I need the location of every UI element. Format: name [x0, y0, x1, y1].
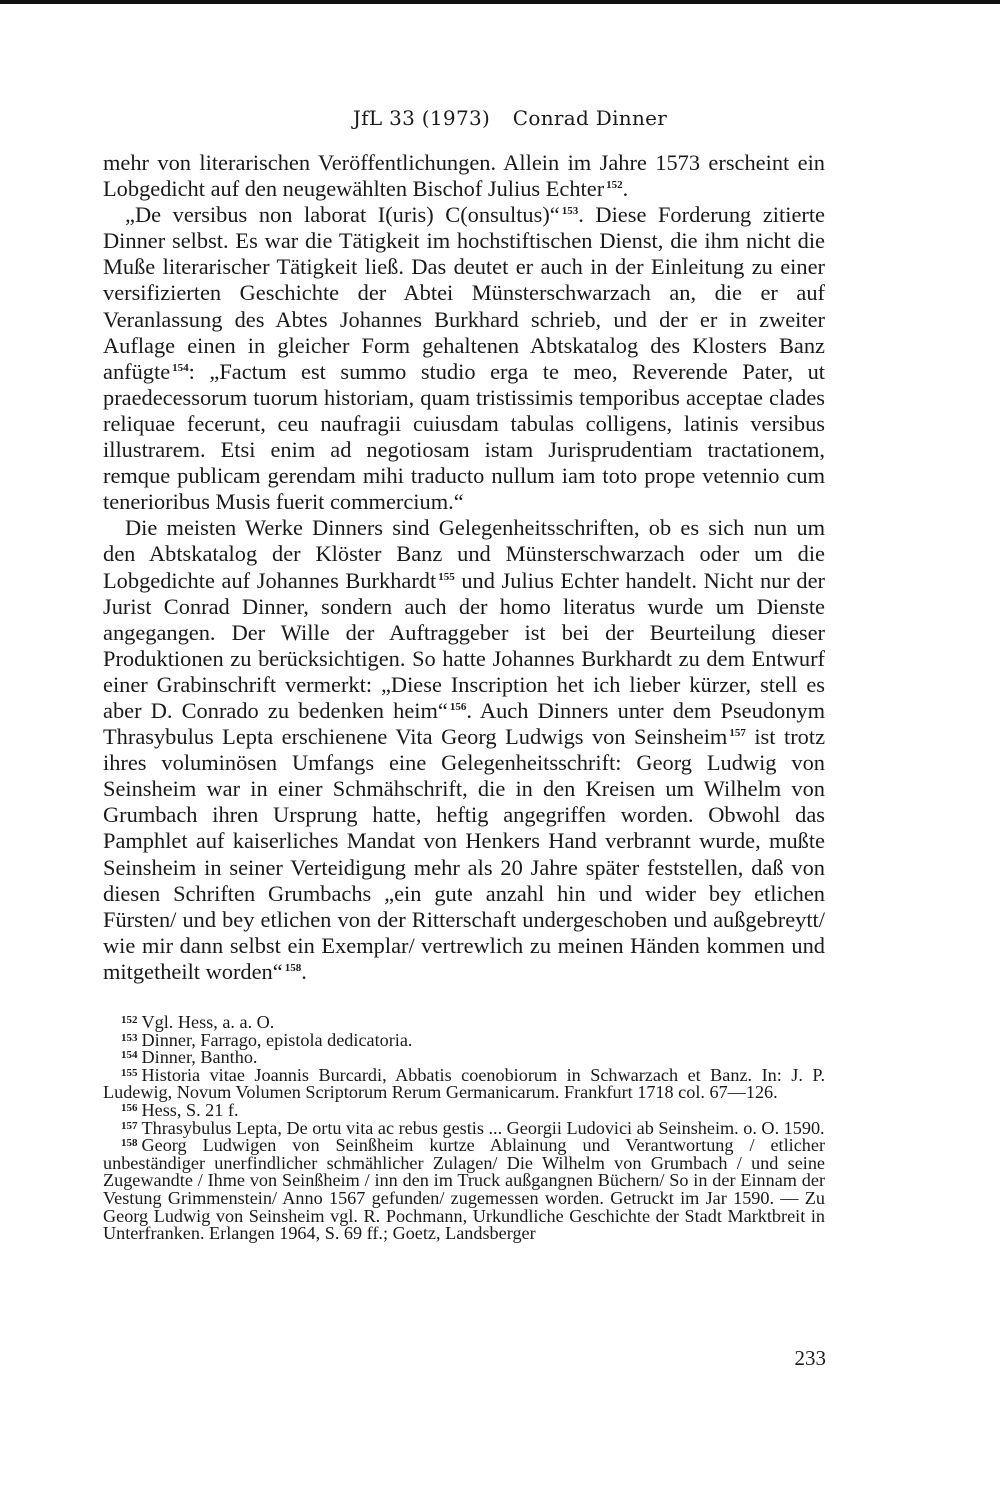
body-text-run: Die meisten Werke Dinners sind Gelegenheitsschriften, ob es sich nun um den Abtskatalog der Klöster Banz und Münsterschwarzach oder um die Lobgedichte auf Johannes Burkhardt	[103, 515, 825, 593]
body-text-run: . Auch Dinners unter dem Pseudonym Thrasybulus Lepta erschienene Vita Georg Ludwigs von Seinsheim	[103, 697, 826, 750]
footnote-reference: 156	[449, 700, 467, 713]
body-text-run: ist trotz ihres voluminösen Umfangs eine Gelegenheitsschrift: Georg Ludwig von Seinsheim war in einer Schmähschrift, die in den Kreisen um Wilhelm von Grumbach ihren Ursprung hatte, heftig angegriffen worden. Obwohl das Pamphlet auf kaiserliches Mandat von Henkers Hand verbrannt wurde, mußte Seinsheim in seiner Verteidigung mehr als 20 Jahre später feststellen, daß von diesen Schriften Grumbachs „ein gute anzahl hin und wider bey etlichen Fürsten/ und bey etlichen von der Ritterschaft undergeschoben und außgebreytt/ wie mir dann selbst ein Exemplar/ vertrewlich zu meinen Händen kommen und mitgetheilt worden“	[103, 724, 826, 984]
body-paragraph	[103, 150, 825, 202]
footnote-text: Thrasybulus Lepta, De ortu vita ac rebus gestis ... Georgii Ludovici ab Seinsheim. o. O. 1590.	[141, 1117, 825, 1138]
footnote	[103, 1137, 825, 1243]
footnote-number: 157	[121, 1119, 138, 1132]
page-number: 233	[794, 1346, 826, 1370]
body-text-run: mehr von literarischen Veröffentlichungen. Allein im Jahre 1573 erscheint ein Lobgedicht auf den neugewählten Bischof Julius Echter	[103, 150, 825, 202]
body-paragraph	[103, 515, 825, 985]
footnote-reference: 154	[172, 361, 189, 374]
footnote-text: Dinner, Farrago, epistola dedicatoria.	[141, 1029, 413, 1050]
footnote-reference: 158	[284, 961, 302, 974]
body-paragraph	[103, 202, 825, 515]
footnote-text: Hess, S. 21 f.	[141, 1099, 239, 1120]
footnote-text: Georg Ludwigen von Seinßheim kurtze Ablainung und Verantwortung / etlicher unbeständiger unerfindlicher schmählicher Zulagen/ Die Wilhelm von Grumbach / und seine Zugewandte / Ihme von Seinßheim / inn den im Truck außgangnen Büchern/ So in der Einnam der Vestung Grimmenstein/ Anno 1567 gefunden/ zugemessen worden. Getruckt im Jar 1590. — Zu Georg Ludwig von Seinsheim vgl. R. Pochmann, Urkundliche Geschichte der Stadt Marktbreit in Unterfranken. Erlangen 1964, S. 69 ff.; Goetz, Landsberger	[103, 1135, 825, 1244]
footnote-text: Historia vitae Joannis Burcardi, Abbatis coenobiorum in Schwarzach et Banz. In: J. P. Ludewig, Novum Volumen Scriptorum Rerum Germanicarum. Frankfurt 1718 col. 67—126.	[103, 1064, 825, 1103]
footnote-number: 154	[121, 1049, 138, 1062]
footnote-number: 155	[121, 1066, 138, 1079]
footnote-number: 153	[121, 1031, 138, 1044]
body-text-run: „De versibus non laborat I(uris) C(onsultus)“	[125, 202, 560, 228]
article-author: Conrad Dinner	[512, 106, 668, 130]
body-text-run: . Diese Forderung zitierte Dinner selbst. Es war die Tätigkeit im hochstiftischen Dienst, die ihm nicht die Muße literarischer Tätigkeit ließ. Das deutet er auch in der Einleitung zu einer versifizierten Geschichte der Abtei Münsterschwarzach an, die er auf Veranlassung des Abtes Johannes Burkhard schrieb, und der er in zweiter Auflage einen in gleicher Form gehaltenen Abtskatalog des Klosters Banz anfügte	[103, 202, 825, 384]
top-border-line	[0, 0, 1000, 4]
running-header	[100, 106, 920, 130]
body-text-run: und Julius Echter handelt. Nicht nur der Jurist Conrad Dinner, sondern auch der homo literatus wurde um Dienste angegangen. Der Wille der Auftraggeber ist bei der Beurteilung dieser Produktionen zu berücksichtigen. So hatte Johannes Burkhardt zu dem Entwurf einer Grabinschrift vermerkt: „Diese Inscription het ich lieber kürzer, stell es aber D. Conrado zu bedenken heim“	[103, 567, 826, 723]
footnote-reference: 157	[729, 727, 746, 740]
footnote-number: 158	[121, 1137, 138, 1150]
footnotes	[103, 1014, 825, 1243]
main-text	[103, 150, 825, 985]
footnote-number: 152	[121, 1014, 138, 1026]
body-text-run: : „Factum est summo studio erga te meo, Reverende Pater, ut praedecessorum tuorum historiam, quam tristissimis temporibus acceptae clades reliquae fecerunt, ceu naufragii cuiusdam tabulas colligens, latinis versibus illustrarem. Etsi enim ad negotiosam istam Jurisprudentiam tractationem, remque publicam gerendam mihi traducto nullum iam toto prope vetennio cum tenerioribus Musis fuerit commercium.“	[103, 358, 825, 515]
footnote-reference: 155	[438, 570, 455, 583]
footnote-number: 156	[121, 1101, 138, 1114]
footnote-text: Vgl. Hess, a. a. O.	[141, 1012, 275, 1032]
footnote-text: Dinner, Bantho.	[141, 1047, 258, 1068]
footnote-reference: 152	[606, 179, 623, 192]
journal-reference: JfL 33 (1973)	[352, 106, 491, 130]
footnote	[103, 1064, 825, 1103]
body-text-run: .	[622, 176, 629, 202]
body-text-run: .	[301, 958, 307, 984]
footnote-reference: 153	[561, 205, 579, 218]
